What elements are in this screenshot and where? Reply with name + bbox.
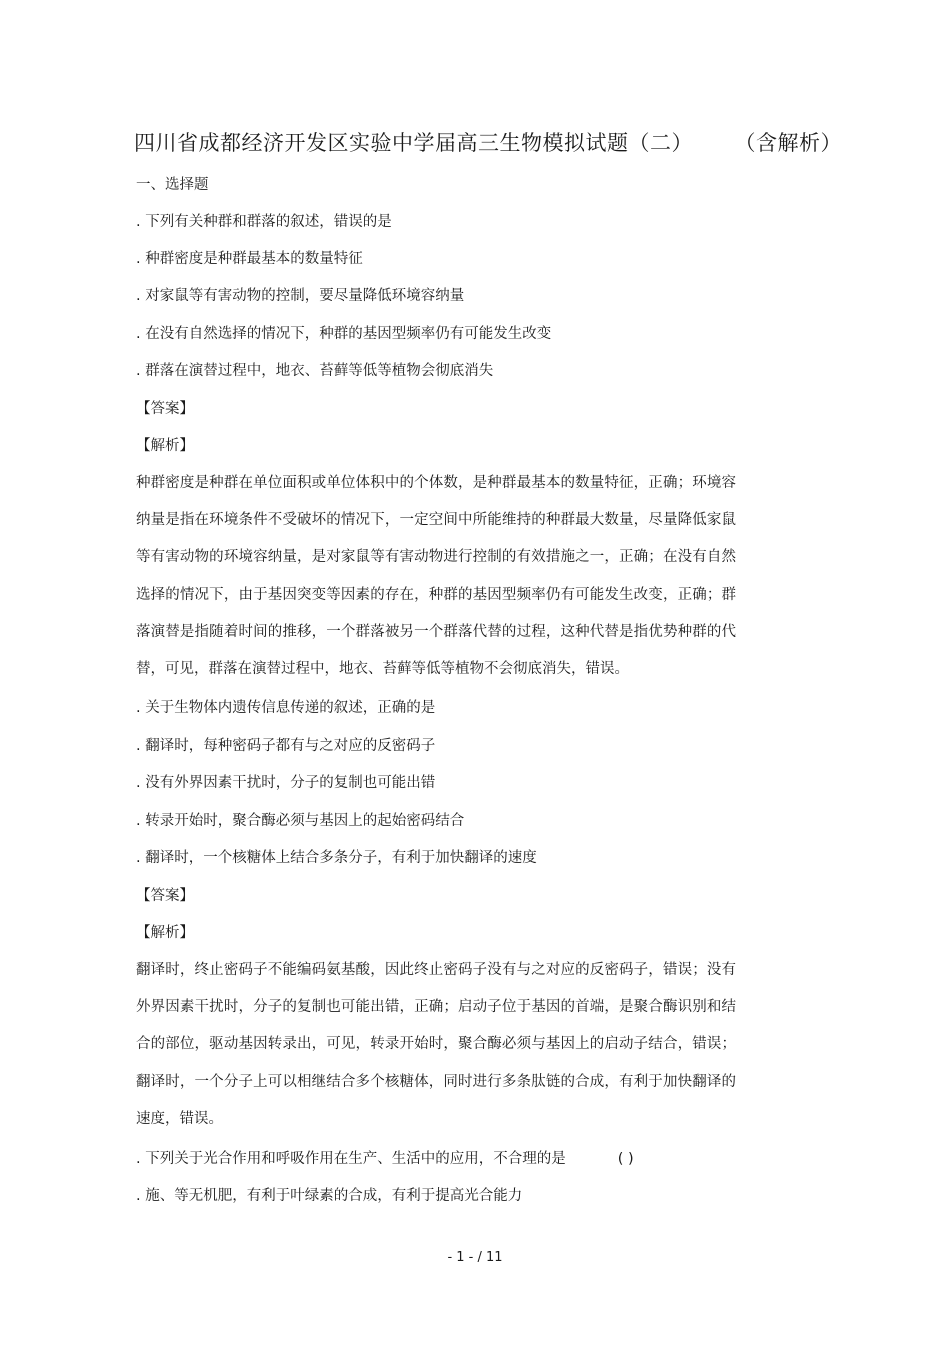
q1-stem: . 下列有关种群和群落的叙述，错误的是 xyxy=(136,214,392,230)
q3-stem: . 下列关于光合作用和呼吸作用在生产、生活中的应用，不合理的是 xyxy=(136,1151,566,1167)
section-heading: 一、选择题 xyxy=(136,177,209,193)
q2-analysis-label: 【解析】 xyxy=(136,925,194,941)
q3-stem-line xyxy=(136,1149,634,1169)
q3-paren: ( ) xyxy=(617,1151,634,1167)
document-title xyxy=(134,127,842,157)
q3-option-a: . 施、等无机肥，有利于叶绿素的合成，有利于提高光合能力 xyxy=(136,1188,523,1204)
q2-analysis-text: 翻译时，终止密码子不能编码氨基酸，因此终止密码子没有与之对应的反密码子，错误；没有外界因素干扰时，分子的复制也可能出错，正确；启动子位于基因的首端，是聚合酶识别和结合的部位，驱动基因转录出，可见，转录开始时，聚合酶必须与基因上的启动子结合，错误；翻译时，一个分子上可以相继结合多个核糖体，同时进行多条肽链的合成，有利于加快翻译的速度，错误。 xyxy=(136,962,736,1127)
q1-option-c: . 在没有自然选择的情况下，种群的基因型频率仍有可能发生改变 xyxy=(136,326,552,342)
q1-analysis-text: 种群密度是种群在单位面积或单位体积中的个体数，是种群最基本的数量特征，正确；环境容纳量是指在环境条件不受破坏的情况下，一定空间中所能维持的种群最大数量，尽量降低家鼠等有害动物的环境容纳量，是对家鼠等有害动物进行控制的有效措施之一，正确；在没有自然选择的情况下，由于基因突变等因素的存在，种群的基因型频率仍有可能发生改变，正确；群落演替是指随着时间的推移，一个群落被另一个群落代替的过程，这种代替是指优势种群的代替，可见，群落在演替过程中，地衣、苔藓等低等植物不会彻底消失，错误。 xyxy=(136,475,736,678)
title-suffix: （含解析） xyxy=(745,131,842,155)
q1-option-a: . 种群密度是种群最基本的数量特征 xyxy=(136,251,363,267)
q2-answer-label: 【答案】 xyxy=(136,888,194,904)
q2-option-d: . 翻译时，一个核糖体上结合多条分子，有利于加快翻译的速度 xyxy=(136,850,537,866)
title-main: 四川省成都经济开发区实验中学届高三生物模拟试题（二） xyxy=(134,131,693,155)
q1-option-d: . 群落在演替过程中，地衣、苔藓等低等植物会彻底消失 xyxy=(136,363,494,379)
q2-option-b: . 没有外界因素干扰时，分子的复制也可能出错 xyxy=(136,775,436,791)
q1-answer-label: 【答案】 xyxy=(136,401,194,417)
q2-option-a: . 翻译时，每种密码子都有与之对应的反密码子 xyxy=(136,738,436,754)
page-number: - 1 - / 11 xyxy=(447,1250,503,1265)
q2-stem: . 关于生物体内遗传信息传递的叙述，正确的是 xyxy=(136,700,436,716)
q2-option-c: . 转录开始时，聚合酶必须与基因上的起始密码结合 xyxy=(136,813,465,829)
q1-analysis-label: 【解析】 xyxy=(136,438,194,454)
q1-option-b: . 对家鼠等有害动物的控制，要尽量降低环境容纳量 xyxy=(136,288,465,304)
